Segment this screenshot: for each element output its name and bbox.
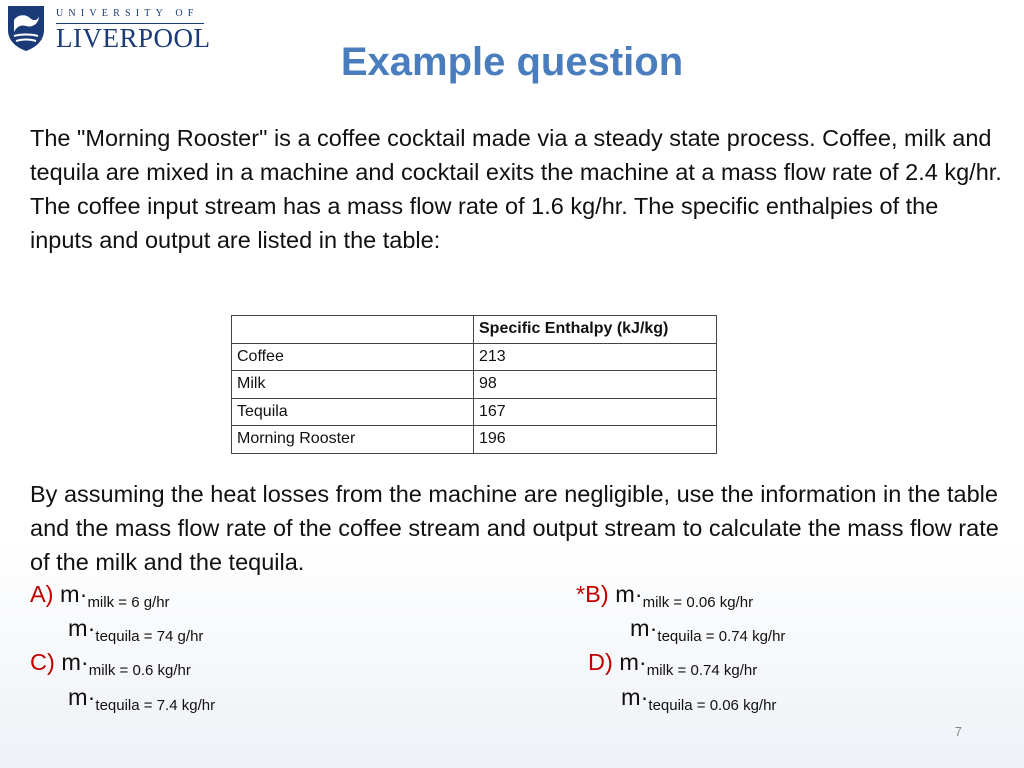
mass-flow-symbol: m·	[61, 649, 89, 675]
mass-flow-symbol: m·	[68, 615, 96, 641]
table-row	[232, 343, 717, 371]
intro-paragraph: The "Morning Rooster" is a coffee cocktail made via a steady state process. Coffee, milk and tequila are mixed in a machine and cocktail exits the machine at a mass flow rate of 2.4 kg/hr. The coffee input stream has a mass flow rate of 1.6 kg/hr. The specific enthalpies of the inputs and output are listed in the table:	[30, 125, 1002, 253]
mass-flow-symbol: m·	[619, 649, 647, 675]
option-a-letter: A)	[30, 581, 54, 607]
table-row	[232, 426, 717, 454]
table-cell-substance: Morning Rooster	[232, 426, 474, 454]
option-c-tequila	[68, 684, 215, 714]
option-b-tequila-value: tequila = 0.74 kg/hr	[657, 628, 786, 645]
option-a-milk	[30, 581, 170, 611]
option-a-tequila	[68, 615, 203, 645]
option-c-letter: C)	[30, 649, 55, 675]
table-cell-enthalpy: 213	[474, 343, 717, 371]
table-cell-substance: Milk	[232, 371, 474, 399]
option-b-milk-value: milk = 0.06 kg/hr	[642, 594, 754, 611]
mass-flow-symbol: m·	[615, 581, 643, 607]
option-a-tequila-value: tequila = 74 g/hr	[95, 628, 204, 645]
table-cell-enthalpy: 196	[474, 426, 717, 454]
enthalpy-table	[231, 315, 717, 454]
option-c-milk-value: milk = 0.6 kg/hr	[88, 662, 191, 679]
page-number: 7	[954, 724, 962, 739]
table-cell-substance: Coffee	[232, 343, 474, 371]
option-b-letter: *B)	[576, 581, 609, 607]
table-row	[232, 398, 717, 426]
table-header-cell: Specific Enthalpy (kJ/kg)	[474, 316, 717, 344]
option-c-milk	[30, 649, 191, 679]
table-cell-enthalpy: 98	[474, 371, 717, 399]
logo-city-text: LIVERPOOL	[56, 23, 211, 53]
option-d-milk	[588, 649, 757, 679]
table-header-row	[232, 316, 717, 344]
mass-flow-symbol: m·	[60, 581, 88, 607]
option-b-tequila	[630, 615, 785, 645]
option-d-letter: D)	[588, 649, 613, 675]
slide-title: Example question	[340, 40, 684, 84]
question-paragraph: By assuming the heat losses from the machine are negligible, use the information in the table and the mass flow rate of the coffee stream and output stream to calculate the mass flow rate of the milk and the tequila.	[30, 481, 999, 575]
option-c-tequila-value: tequila = 7.4 kg/hr	[95, 697, 216, 714]
mass-flow-symbol: m·	[621, 684, 649, 710]
table-cell-enthalpy: 167	[474, 398, 717, 426]
mass-flow-symbol: m·	[630, 615, 658, 641]
table-header-cell	[232, 316, 474, 344]
option-b-milk	[576, 581, 753, 611]
table-cell-substance: Tequila	[232, 398, 474, 426]
option-a-milk-value: milk = 6 g/hr	[87, 594, 170, 611]
enthalpy-table-container	[227, 311, 723, 465]
option-d-tequila	[621, 684, 776, 714]
mass-flow-symbol: m·	[68, 684, 96, 710]
option-d-tequila-value: tequila = 0.06 kg/hr	[648, 697, 777, 714]
option-d-milk-value: milk = 0.74 kg/hr	[646, 662, 758, 679]
table-row	[232, 371, 717, 399]
logo-university-text: UNIVERSITY OF	[56, 8, 199, 19]
